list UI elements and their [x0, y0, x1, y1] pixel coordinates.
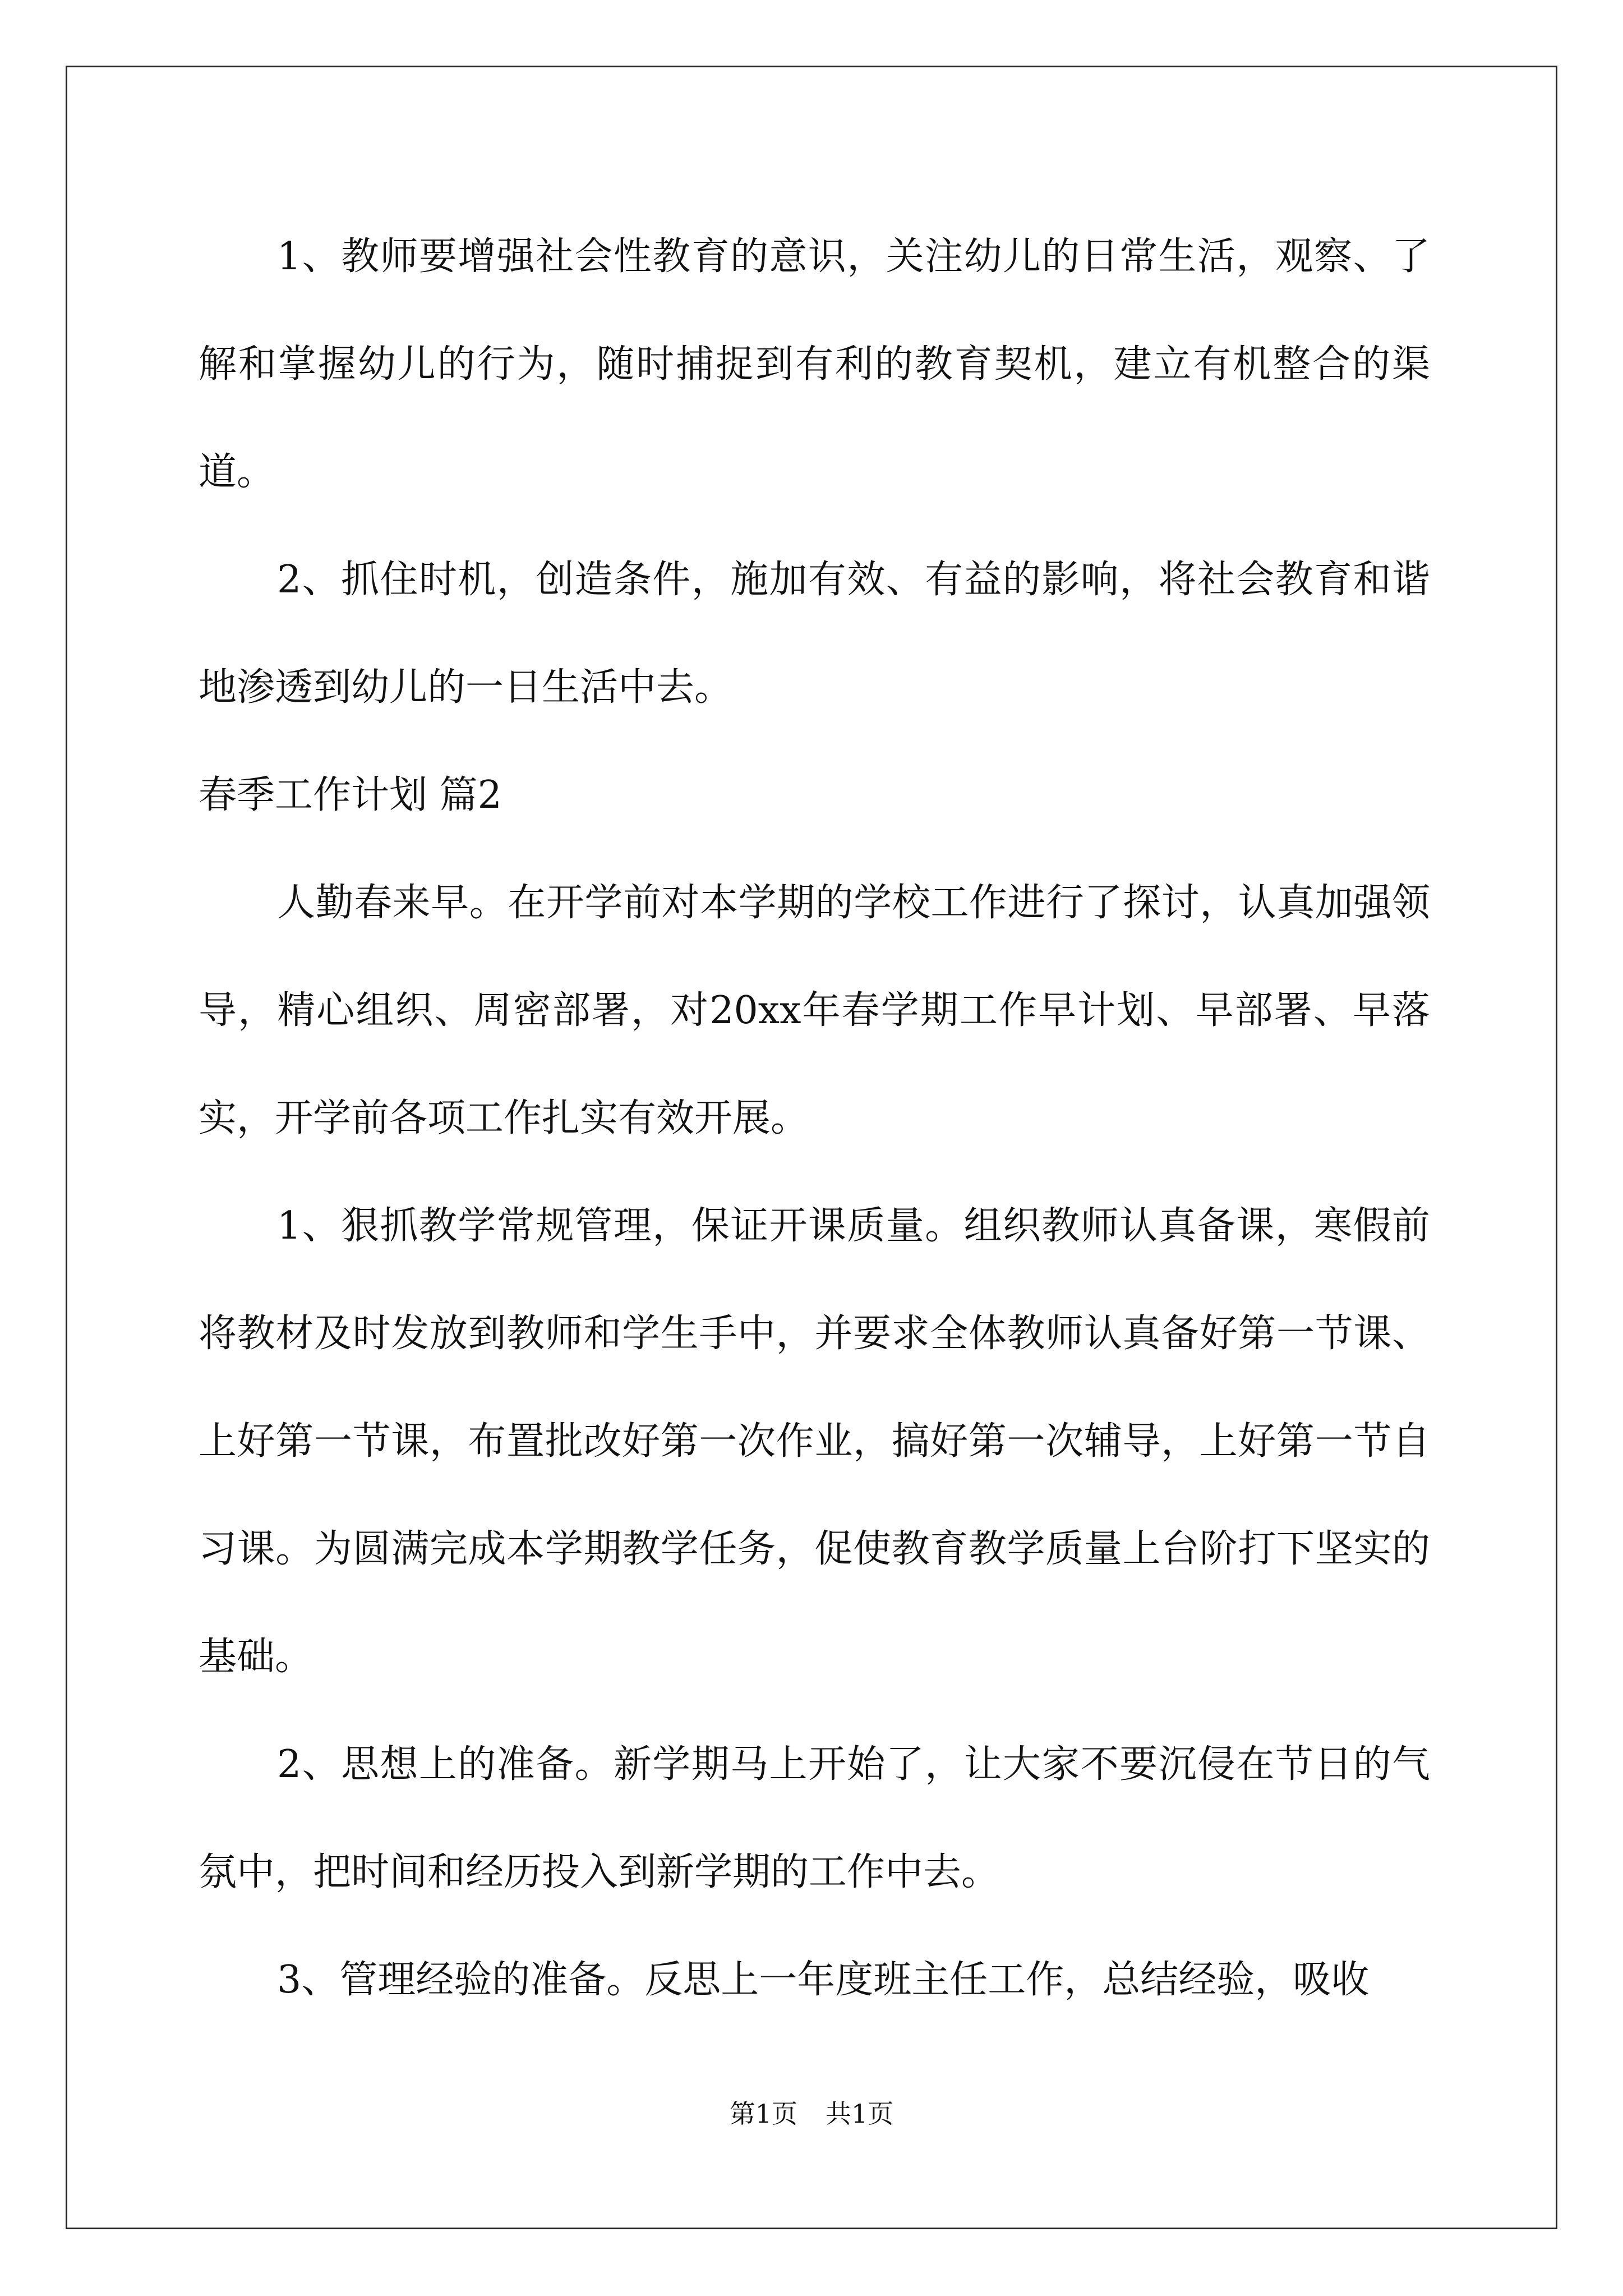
page-total: 共1页	[826, 2099, 894, 2129]
paragraph: 1、教师要增强社会性教育的意识，关注幼儿的日常生活，观察、了解和掌握幼儿的行为，随时捕捉到有利的教育契机，建立有机整合的渠道。	[199, 234, 1430, 494]
paragraph: 2、思想上的准备。新学期马上开始了，让大家不要沉侵在节日的气氛中，把时间和经历投入到新学期的工作中去。	[199, 1742, 1430, 1894]
page-footer	[0, 2097, 1623, 2131]
paragraph: 1、狠抓教学常规管理，保证开课质量。组织教师认真备课，寒假前将教材及时发放到教师和学生手中，并要求全体教师认真备好第一节课、上好第一节课，布置批改好第一次作业，搞好第一次辅导，上好第一节自习课。为圆满完成本学期教学任务，促使教育教学质量上台阶打下坚实的基础。	[199, 1204, 1430, 1679]
page-number: 第1页	[729, 2099, 797, 2129]
section-heading: 春季工作计划 篇2	[199, 773, 502, 817]
paragraph: 人勤春来早。在开学前对本学期的学校工作进行了探讨，认真加强领导，精心组织、周密部署，对20xx年春学期工作早计划、早部署、早落实，开学前各项工作扎实有效开展。	[199, 881, 1430, 1140]
document-body	[199, 203, 1430, 2034]
paragraph: 2、抓住时机，创造条件，施加有效、有益的影响，将社会教育和谐地渗透到幼儿的一日生活中去。	[199, 558, 1430, 710]
paragraph: 3、管理经验的准备。反思上一年度班主任工作，总结经验，吸收	[277, 1958, 1370, 2002]
